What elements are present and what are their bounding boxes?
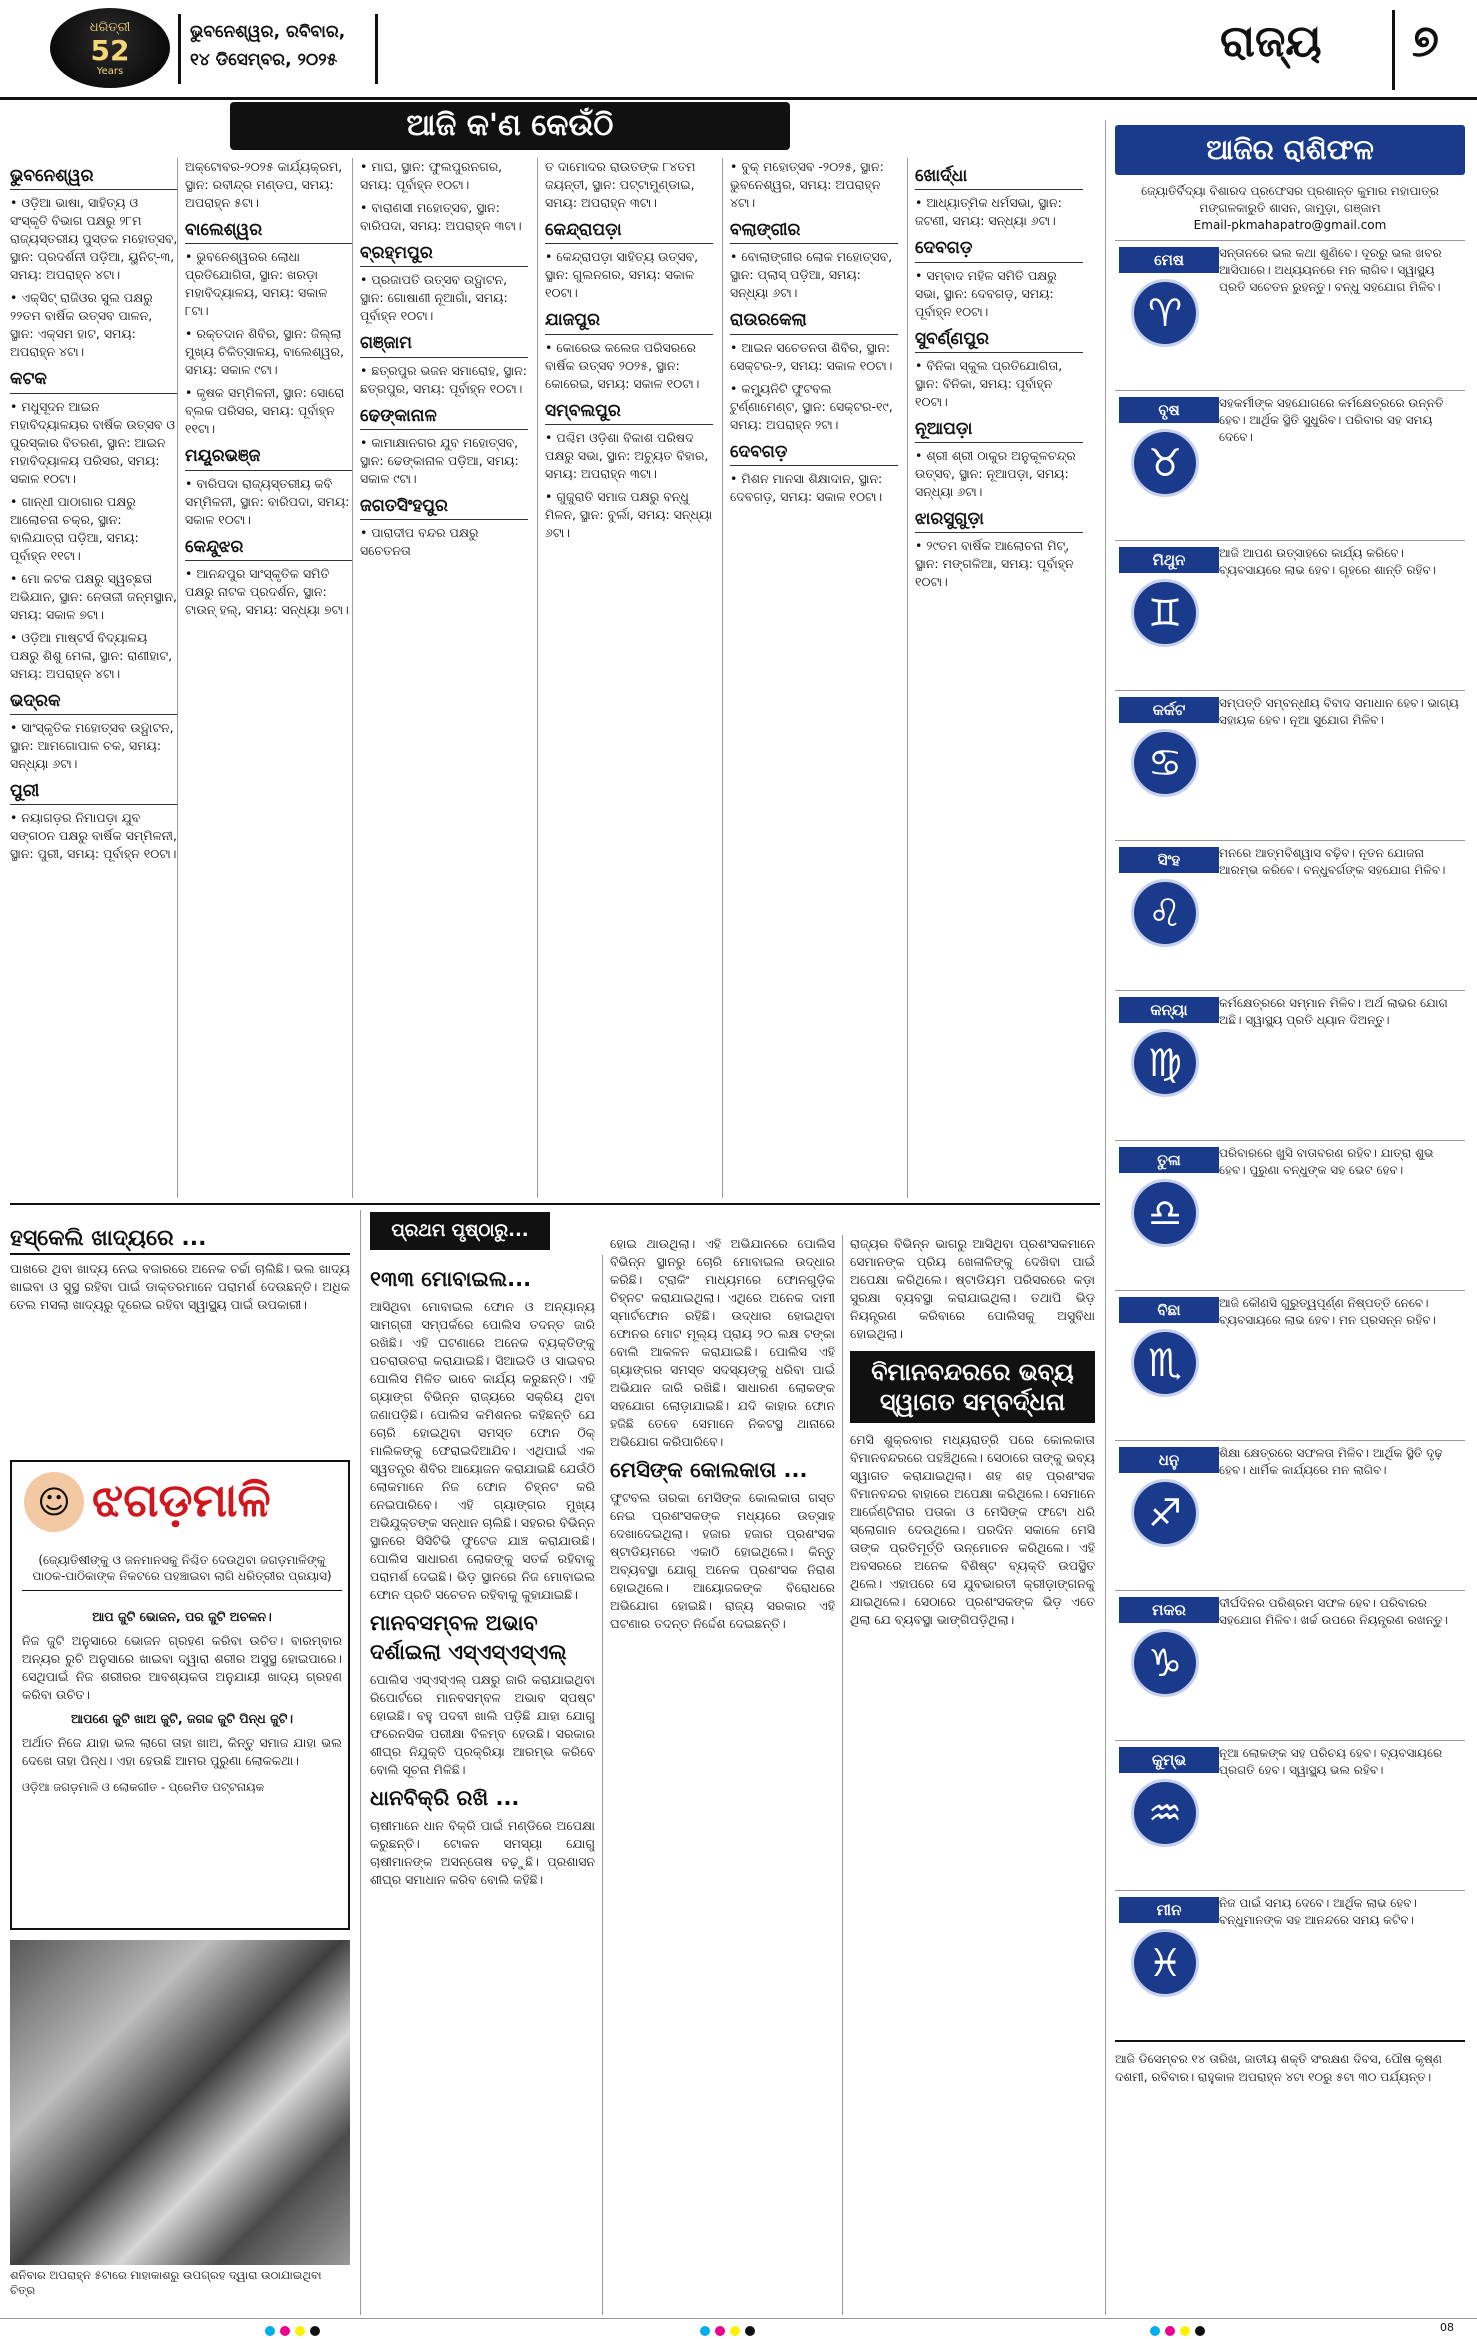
print-registration-bar <box>0 2318 1477 2339</box>
hasya-text: ପାଖରେ ଥିବା ଖାଦ୍ୟ ନେଇ ବଜାରରେ ଅନେକ ଚର୍ଚ୍ଚା ଚାଲିଛି। ଭଲ ଖାଦ୍ୟ ଖାଇବା ଓ ସୁସ୍ଥ ରହିବା ପାଇଁ ଡାକ୍ତରମାନେ ପରାମର୍ଶ ଦେଉଛନ୍ତି। ଅଧିକ ତେଲ ମସଲା ଖାଦ୍ୟରୁ ଦୂରେଇ ରହିବା ସ୍ୱାସ୍ଥ୍ୟ ପାଇଁ ଉପକାରୀ। <box>10 1261 350 1312</box>
event-item: • ୨୯ତମ ବାର୍ଷିକ ଆଲୋଚନା ମିଟ୍, ସ୍ଥାନ: ମଙ୍ଗଳିଆ, ସମୟ: ପୂର୍ବାହ୍ନ ୧୦ଟା। <box>915 538 1074 590</box>
zodiac-sign-forecast: ନୂଆ ଲୋକଙ୍କ ସହ ପରିଚୟ ହେବ। ବ୍ୟବସାୟରେ ପ୍ରଗତି ହେବ। ସ୍ୱାସ୍ଥ୍ୟ ଭଲ ରହିବ। <box>1219 1746 1443 1777</box>
pisces-icon: ♓ <box>1131 1929 1199 1997</box>
column-rule <box>537 158 538 1198</box>
zodiac-sign-0 <box>1115 240 1465 391</box>
column-rule <box>1105 120 1106 2315</box>
event-city-heading: ବ୍ରହ୍ମପୁର <box>360 243 528 267</box>
zodiac-sign-name: କର୍କଟ <box>1119 697 1219 723</box>
yellow-swatch <box>730 2326 740 2336</box>
capricorn-icon: ♑ <box>1131 1629 1199 1697</box>
event-item: • ଗୁଜୁରାତି ସମାଜ ପକ୍ଷରୁ ବନ୍ଧୁ ମିଳନ, ସ୍ଥାନ: ବୁର୍ଲା, ସମୟ: ସନ୍ଧ୍ୟା ୬ଟା। <box>545 488 713 540</box>
gemini-icon: ♊ <box>1131 579 1199 647</box>
masthead-divider <box>375 14 378 84</box>
event-item: • ଛତ୍ରପୁର ଭଜନ ସମାରୋହ, ସ୍ଥାନ: ଛତ୍ରପୁର, ସମୟ: ପୂର୍ବାହ୍ନ ୧୦ଟା। <box>360 362 527 396</box>
story-4-continued: ରାଜ୍ୟର ବିଭିନ୍ନ ଭାଗରୁ ଆସିଥିବା ପ୍ରଶଂସକମାନେ ସେମାନଙ୍କ ପ୍ରିୟ ଖେଳାଳିଙ୍କୁ ଦେଖିବା ପାଇଁ ଅପେକ୍ଷା କରିଥିଲେ। ଷ୍ଟାଡିୟମ ପରିସରରେ କଡ଼ା ସୁରକ୍ଷା ବ୍ୟବସ୍ଥା କରାଯାଇଥିଲା। ତଥାପି ଭିଡ଼ ନିୟନ୍ତ୍ରଣ କରିବାରେ ପୋଲିସକୁ ଅସୁବିଧା ହୋଇଥିଲା। <box>850 1236 1095 1341</box>
event-item: • ଓଡ଼ିଆ ମାଷ୍ଟର୍ସ ବିଦ୍ୟାଳୟ ପକ୍ଷରୁ ଶିଶୁ ମେଳା, ସ୍ଥାନ: ରାଣୀହାଟ, ସମୟ: ଅପରାହ୍ନ ୪ଟା। <box>10 629 173 681</box>
column-rule <box>842 1235 843 2315</box>
event-item: • ପଶ୍ଚିମ ଓଡ଼ିଶା ବିକାଶ ପରିଷଦ ପକ୍ଷରୁ ସଭା, ସ୍ଥାନ: ଅଚ୍ୟୁତ ବିହାର, ସମୟ: ଅପରାହ୍ନ ୩ଟା। <box>545 429 709 481</box>
newspaper-logo <box>50 8 170 88</box>
zodiac-sign-1 <box>1115 390 1465 541</box>
event-item: • କମ୍ୟୁନିଟି ଫୁଟବଲ ଟୁର୍ଣ୍ଣାମେଣ୍ଟ, ସ୍ଥାନ: ସେକ୍ଟର-୧୯, ସମୟ: ଅପରାହ୍ନ ୨ଟା। <box>730 380 893 432</box>
column-rule <box>360 1210 361 2315</box>
libra-icon: ♎ <box>1131 1179 1199 1247</box>
logo-name: ଧରିତ୍ରୀ <box>89 20 131 35</box>
jhagada-mali-box <box>10 1460 350 1930</box>
column-rule <box>352 158 353 1198</box>
zodiac-sign-forecast: ସମ୍ପତ୍ତି ସମ୍ବନ୍ଧୀୟ ବିବାଦ ସମାଧାନ ହେବ। ଭାଗ୍ୟ ସହାୟକ ହେବ। ନୂଆ ସୁଯୋଗ ମିଳିବ। <box>1219 696 1459 727</box>
zodiac-sign-name: ସିଂହ <box>1119 847 1219 873</box>
hasya-heading: ହସ୍କେଲି ଖାଦ୍ୟରେ ... <box>10 1225 350 1255</box>
aquarius-icon: ♒ <box>1131 1779 1199 1847</box>
event-item: • ଗାନ୍ଧୀ ପାଠାଗାର ପକ୍ଷରୁ ଆଲୋଚନା ଚକ୍ର, ସ୍ଥାନ: ବାଲିଯାତ୍ରା ପଡ଼ିଆ, ସମୟ: ପୂର୍ବାହ୍ନ ୧୧ଟା। <box>10 493 139 563</box>
zodiac-sign-forecast: ଆଜି କୌଣସି ଗୁରୁତ୍ୱପୂର୍ଣ୍ଣ ନିଷ୍ପତ୍ତି ନେବେ। ବ୍ୟବସାୟରେ ଲାଭ ହେବ। ମନ ପ୍ରସନ୍ନ ରହିବ। <box>1219 1296 1436 1327</box>
cartoon-face-icon: ☺ <box>24 1472 84 1532</box>
yellow-swatch <box>295 2326 305 2336</box>
jhagada-credit: ଓଡ଼ିଆ ଜଗଡ଼ମାଳି ଓ ଲୋକଗୀତ - ପ୍ରେମିତ ପଟ୍ଟନାୟକ <box>22 1780 265 1794</box>
page-number: ୭ <box>1412 16 1439 67</box>
date-line-2: ୧୪ ଡିସେମ୍ବର, ୨୦୨୫ <box>190 50 338 70</box>
column-rule <box>177 158 178 1198</box>
event-item: • ପ୍ରଜାପତି ଉତ୍ସବ ଉଦ୍ଘାଟନ, ସ୍ଥାନ: ଗୋଷାଣୀ ନୂଆଗାଁ, ସମୟ: ପୂର୍ବାହ୍ନ ୧୦ଟା। <box>360 272 508 324</box>
event-city-heading: ଯାଜପୁର <box>545 310 713 334</box>
zodiac-sign-forecast: ଦୀର୍ଘଦିନର ପରିଶ୍ରମ ସଫଳ ହେବ। ପରିବାରର ସହଯୋଗ ମିଳିବ। ଖର୍ଚ୍ଚ ଉପରେ ନିୟନ୍ତ୍ରଣ ରଖନ୍ତୁ। <box>1219 1596 1448 1627</box>
aries-icon: ♈ <box>1131 279 1199 347</box>
events-column <box>730 158 898 1198</box>
story-1-headline: ୧୩୩ ମୋବାଇଲ... <box>370 1267 532 1291</box>
event-city-heading: ଦେବଗଡ଼ <box>915 238 1083 262</box>
story-4-headline: ମେସିଙ୍କ କୋଲକାତା ... <box>610 1458 808 1482</box>
event-city-heading: ଜଗତସିଂହପୁର <box>360 496 528 520</box>
event-item: • ବୁକ୍ ମହୋତ୍ସବ -୨୦୨୫, ସ୍ଥାନ: ଭୁବନେଶ୍ୱର, ସମୟ: ଅପରାହ୍ନ ୪ଟା। <box>730 159 884 210</box>
zodiac-sign-forecast: ଆଜି ଆପଣ ଉତ୍ସାହରେ କାର୍ଯ୍ୟ କରିବେ। ବ୍ୟବସାୟରେ ଲାଭ ହେବ। ଗୃହରେ ଶାନ୍ତି ରହିବ। <box>1219 546 1437 577</box>
zodiac-sign-forecast: ସନ୍ତାନରେ ଭଲ କଥା ଶୁଣିବେ। ଦୂରରୁ ଭଲ ଖବର ଆସିପାରେ। ଅଧ୍ୟୟନରେ ମନ ଲାଗିବ। ସ୍ୱାସ୍ଥ୍ୟ ପ୍ରତି ସଚେତନ ରୁହନ୍ତୁ। ବନ୍ଧୁ ସହଯୋଗ ମିଳିବ। <box>1219 246 1442 294</box>
event-city-heading: ଭୁବନେଶ୍ୱର <box>10 166 178 190</box>
event-item: • ମୋ କଟକ ପକ୍ଷରୁ ସ୍ୱଚ୍ଛତା ଅଭିଯାନ, ସ୍ଥାନ: ନେତାଜୀ ଜନ୍ମସ୍ଥାନ, ସମୟ: ସକାଳ ୭ଟା। <box>10 570 177 622</box>
zodiac-sign-name: ବୃଷ <box>1119 397 1219 423</box>
event-city-heading: ଢେଙ୍କାନାଳ <box>360 406 528 430</box>
masthead-divider <box>178 14 181 84</box>
front-page-continuation-label: ପ୍ରଥମ ପୃଷ୍ଠାରୁ... <box>370 1212 550 1250</box>
airport-welcome-body: ମେସି ଶୁକ୍ରବାର ମଧ୍ୟରାତ୍ରି ପରେ କୋଲକାତା ବିମାନବନ୍ଦରରେ ପହଞ୍ଚିଥିଲେ। ସେଠାରେ ତାଙ୍କୁ ଭବ୍ୟ ସ୍ୱାଗତ କରାଯାଇଥିଲା। ଶହ ଶହ ପ୍ରଶଂସକ ବିମାନବନ୍ଦର ବାହାରେ ଅପେକ୍ଷା କରିଥିଲେ। ସେମାନେ ଆର୍ଜେଣ୍ଟିନାର ପତାକା ଓ ମେସିଙ୍କ ଫଟୋ ଧରି ସ୍ଲୋଗାନ ଦେଉଥିଲେ। ପରଦିନ ସକାଳେ ମେସି ତାଙ୍କ ପ୍ରତିମୂର୍ତ୍ତି ଉନ୍ମୋଚନ କରିଥିଲେ। ଏହି ଅବସରରେ ଅନେକ ବିଶିଷ୍ଟ ବ୍ୟକ୍ତି ଉପସ୍ଥିତ ଥିଲେ। ଏହାପରେ ସେ ଯୁବଭାରତୀ କ୍ରୀଡ଼ାଙ୍ଗନକୁ ଯାଇଥିଲେ। ସେଠାରେ ପ୍ରଶଂସକଙ୍କ ଭିଡ଼ ଏତେ ଥିଲା ଯେ ବ୍ୟବସ୍ଥା ଭାଙ୍ଗିପଡ଼ିଥିଲା। <box>850 1432 1095 1627</box>
event-item: ତ ଦାମୋଦର ରାଉତଙ୍କ ୮୪ତମ ଜୟନ୍ତୀ, ସ୍ଥାନ: ପଟ୍ଟାମୁଣ୍ଡାଇ, ସମୟ: ଅପରାହ୍ନ ୩ଟା। <box>545 159 696 210</box>
event-item: • ସମ୍ବାଦ ମହିଳ ସମିତି ପକ୍ଷରୁ ସଭା, ସ୍ଥାନ: ଦେବଗଡ଼, ସମୟ: ପୂର୍ବାହ୍ନ ୧୦ଟା। <box>915 267 1057 319</box>
zodiac-sign-10 <box>1115 1740 1465 1891</box>
event-item: • ଆଇନ ସଚେତନତା ଶିବିର, ସ୍ଥାନ: ସେକ୍ଟର-୨, ସମୟ: ସକାଳ ୧୦ଟା। <box>730 339 893 373</box>
event-city-heading: କେନ୍ଦ୍ରାପଡ଼ା <box>545 220 713 244</box>
front-column-2 <box>610 1235 835 2315</box>
astrologer-credit <box>1115 183 1465 234</box>
page-code: 08 <box>1440 2321 1454 2334</box>
event-item: • କେନ୍ଦ୍ରାପଡ଼ା ସାହିତ୍ୟ ଉତ୍ସବ, ସ୍ଥାନ: ଗୁଲନଗର, ସମୟ: ସକାଳ ୧୦ଟା। <box>545 249 699 301</box>
zodiac-sign-5 <box>1115 990 1465 1141</box>
event-city-heading: ଝାରସୁଗୁଡ଼ା <box>915 509 1083 533</box>
black-swatch <box>745 2326 755 2336</box>
event-item: • ବୋଲାଙ୍ଗୀର ଲୋକ ମହୋତ୍ସବ, ସ୍ଥାନ: ପ୍ଲାସ୍ ପଡ଼ିଆ, ସମୟ: ସନ୍ଧ୍ୟା ୬ଟା। <box>730 249 893 301</box>
logo-years: 52 <box>90 34 130 68</box>
events-column <box>10 158 178 1198</box>
event-city-heading: ପୁରୀ <box>10 781 178 805</box>
event-city-heading: ଦେବଗଡ଼ <box>730 442 898 466</box>
cyan-swatch <box>1150 2326 1160 2336</box>
virgo-icon: ♍ <box>1131 1029 1199 1097</box>
zodiac-sign-forecast: ନିଜ ପାଇଁ ସମୟ ଦେବେ। ଆର୍ଥିକ ଲାଭ ହେବ। ବନ୍ଧୁମାନଙ୍କ ସହ ଆନନ୍ଦରେ ସମୟ କଟିବ। <box>1219 1896 1417 1927</box>
cyan-swatch <box>265 2326 275 2336</box>
zodiac-sign-forecast: ଶିକ୍ଷା କ୍ଷେତ୍ରରେ ସଫଳତା ମିଳିବ। ଆର୍ଥିକ ସ୍ଥିତି ଦୃଢ଼ ହେବ। ଧାର୍ମିକ କାର୍ଯ୍ୟରେ ମନ ଲାଗିବ। <box>1219 1446 1443 1477</box>
logo-years-label: Years <box>96 66 124 78</box>
front-column-1 <box>370 1260 595 2315</box>
front-column-3 <box>850 1235 1095 2315</box>
event-item: • କାମାକ୍ଷାନଗର ଯୁବ ମହୋତ୍ସବ, ସ୍ଥାନ: ଢେଙ୍କାନାଳ ପଡ଼ିଆ, ସମୟ: ସକାଳ ୯ଟା। <box>360 434 519 486</box>
event-item: • ଓଡ଼ିଆ ଭାଷା, ସାହିତ୍ୟ ଓ ସଂସ୍କୃତି ବିଭାଗ ପକ୍ଷରୁ ୨୮ମ ରାଜ୍ୟସ୍ତରୀୟ ପୁସ୍ତକ ମହୋତ୍ସବ, ସ୍ଥାନ: ପ୍ରଦର୍ଶନୀ ପଡ଼ିଆ, ୟୁନିଟ୍-୩, ସମୟ: ଅପରାହ୍ନ ୪ଟା। <box>10 195 178 283</box>
event-item: • ଆନନ୍ଦପୁର ସାଂସ୍କୃତିକ ସମିତି ପକ୍ଷରୁ ନାଟକ ପ୍ରଦର୍ଶନ, ସ୍ଥାନ: ଟାଉନ୍ ହଲ୍, ସମୟ: ସନ୍ଧ୍ୟା ୭ଟା। <box>185 565 349 617</box>
story-2-headline-2: ଦର୍ଶାଇଲା ଏସ୍ଏସ୍ଏସ୍ଏଲ୍ <box>370 1639 567 1664</box>
event-city-heading: ରାଉରକେଲା <box>730 310 898 334</box>
story-1-body: ଆସିଥିବା ମୋବାଇଲ ଫୋନ ଓ ଅନ୍ୟାନ୍ୟ ସାମଗ୍ରୀ ସମ୍ପର୍କରେ ପୋଲିସ ତଦନ୍ତ ଜାରି ରଖିଛି। ଏହି ଘଟଣାରେ ଅନେକ ବ୍ୟକ୍ତିଙ୍କୁ ପଚରାଉଚରା କରାଯାଇଛି। ସିଆଇଡି ଓ ସାଇବର ପୋଲିସ ମିଳିତ ଭାବେ କାର୍ଯ୍ୟ କରୁଛନ୍ତି। ଏହି ଗ୍ୟାଙ୍ଗ ବିଭିନ୍ନ ରାଜ୍ୟରେ ସକ୍ରିୟ ଥିବା ଜଣାପଡ଼ିଛି। ପୋଲିସ କମିଶନର କହିଛନ୍ତି ଯେ ଚୋରି ହୋଇଥିବା ସମସ୍ତ ଫୋନ ଠିକ୍ ମାଲିକଙ୍କୁ ଫେରାଇଦିଆଯିବ। ଏଥିପାଇଁ ଏକ ସ୍ୱତନ୍ତ୍ର ଶିବିର ଆୟୋଜନ କରାଯାଇଛି ଯେଉଁଠି ଲୋକମାନେ ନିଜ ଫୋନ ଚିହ୍ନଟ କରି ନେଇପାରିବେ। ଏହି ଗ୍ୟାଙ୍ଗର ମୁଖ୍ୟ ଅଭିଯୁକ୍ତଙ୍କ ସନ୍ଧାନ ଚାଲିଛି। ସହରର ବିଭିନ୍ନ ସ୍ଥାନରେ ସିସିଟିଭି ଫୁଟେଜ ଯାଞ୍ଚ କରାଯାଉଛି। ପୋଲିସ ସାଧାରଣ ଲୋକଙ୍କୁ ସତର୍କ ରହିବାକୁ ପରାମର୍ଶ ଦେଇଛି। ଭିଡ଼ ସ୍ଥାନରେ ନିଜ ମୋବାଇଲ ଫୋନ ପ୍ରତି ସଚେତନ ରହିବାକୁ କୁହାଯାଇଛି। <box>370 1299 595 1603</box>
column-rule <box>602 1255 603 2315</box>
event-item: • ମଧୁସୂଦନ ଆଇନ ମହାବିଦ୍ୟାଳୟର ବାର୍ଷିକ ଉତ୍ସବ ଓ ପୁରସ୍କାର ବିତରଣ, ସ୍ଥାନ: ଆଇନ ମହାବିଦ୍ୟାଳୟ ପରିସର, ସମୟ: ସକାଳ ୧୦ଟା। <box>10 398 175 486</box>
event-item: • କୃଷକ ସମ୍ମିଳନୀ, ସ୍ଥାନ: ସୋରୋ ବ୍ଲକ ପରିସର, ସମୟ: ପୂର୍ବାହ୍ନ ୧୧ଟା। <box>185 385 345 437</box>
zodiac-sign-7 <box>1115 1290 1465 1441</box>
event-item: • କୋରେଇ କଲେଜ ପରିସରରେ ବାର୍ଷିକ ଉତ୍ସବ ୨୦୨୫, ସ୍ଥାନ: କୋରେଇ, ସମୟ: ସକାଳ ୧୦ଟା। <box>545 339 700 391</box>
event-item: • ସାଂସ୍କୃତିକ ମହୋତ୍ସବ ଉଦ୍ଘାଟନ, ସ୍ଥାନ: ଆମଗୋପାଳ ଚକ, ସମୟ: ସନ୍ଧ୍ୟା ୬ଟା। <box>10 719 174 771</box>
sagittarius-icon: ♐ <box>1131 1479 1199 1547</box>
zodiac-sign-11 <box>1115 1890 1465 2041</box>
event-city-heading: ନୂଆପଡ଼ା <box>915 419 1083 443</box>
event-item: • ମାଘ, ସ୍ଥାନ: ଫୁଲପୁରନଗର, ସମୟ: ପୂର୍ବାହ୍ନ ୧୦ଟା। <box>360 159 503 192</box>
events-column <box>545 158 713 1198</box>
panchanga: ଆଜି ଡିସେମ୍ବର ୧୪ ତାରିଖ, ଜାତୀୟ ଶକ୍ତି ସଂରକ୍ଷଣ ଦିବସ, ପୌଷ କୃଷ୍ଣ ଦଶମୀ, ରବିବାର। ରାହୁକାଳ ଅପରାହ୍ନ ୪ଟା ୧୦ରୁ ୫ଟା ୩୦ ପର୍ଯ୍ୟନ୍ତ। <box>1115 2040 1465 2086</box>
event-city-heading: ଗଞ୍ଜାମ <box>360 333 528 357</box>
event-city-heading: ଭଦ୍ରକ <box>10 691 178 715</box>
section-divider <box>10 1203 1100 1205</box>
event-item: • ବାରିପଦା ରାଜ୍ୟସ୍ତରୀୟ କବି ସମ୍ମିଳନୀ, ସ୍ଥାନ: ବାରିପଦା, ସମୟ: ସକାଳ ୧୦ଟା। <box>185 475 350 527</box>
story-2-body: ପୋଲିସ ଏସ୍ଏସ୍ଏଲ୍ ପକ୍ଷରୁ ଜାରି କରାଯାଇଥିବା ରିପୋର୍ଟରେ ମାନବସମ୍ବଳ ଅଭାବ ସ୍ପଷ୍ଟ ହୋଇଛି। ବହୁ ପଦବୀ ଖାଲି ପଡ଼ିଛି ଯାହା ଯୋଗୁ ଫରେନସିକ ପରୀକ୍ଷା ବିଳମ୍ବ ହେଉଛି। ସରକାର ଶୀଘ୍ର ନିଯୁକ୍ତି ପ୍ରକ୍ରିୟା ଆରମ୍ଭ କରିବେ ବୋଲି ସୂଚନା ମିଳିଛି। <box>370 1671 595 1777</box>
zodiac-sign-3 <box>1115 690 1465 841</box>
event-item: • ଏକ୍ସିଟ୍ ରାଜିଓର ସୁଲ ପକ୍ଷରୁ ୨୨ତମ ବାର୍ଷିକ ଉତ୍ସବ ପାଳନ, ସ୍ଥାନ: ଏକ୍ସମ ହାଟ, ସମୟ: ଅପରାହ୍ନ ୪ଟା। <box>10 290 153 360</box>
zodiac-sign-name: କୁମ୍ଭ <box>1119 1747 1219 1773</box>
jhagada-mali-body <box>22 1602 342 1796</box>
column-rule <box>907 158 908 1198</box>
zodiac-sign-8 <box>1115 1440 1465 1591</box>
event-item: • ଆଧ୍ୟାତ୍ମିକ ଧର୍ମସଭା, ସ୍ଥାନ: ଜଟଣୀ, ସମୟ: ସନ୍ଧ୍ୟା ୬ଟା। <box>915 195 1062 229</box>
event-city-heading: ସୁବର୍ଣ୍ଣପୁର <box>915 329 1083 353</box>
event-item: ଅକ୍ଟୋବର-୨୦୨୫ କାର୍ଯ୍ୟକ୍ରମ, ସ୍ଥାନ: ରବୀନ୍ଦ୍ର ମଣ୍ଡପ, ସମୟ: ଅପରାହ୍ନ ୫ଟା। <box>185 159 343 210</box>
leo-icon: ♌ <box>1131 879 1199 947</box>
event-city-heading: ସମ୍ବଲପୁର <box>545 401 713 425</box>
astrologer-email: Email-pkmahapatro@gmail.com <box>1193 218 1387 232</box>
rasifala-panel <box>1115 125 1465 2315</box>
black-swatch <box>1195 2326 1205 2336</box>
event-city-heading: ବାଲେଶ୍ୱର <box>185 220 353 244</box>
story-2-headline: ମାନବସମ୍ବଳ ଅଭାବ <box>370 1611 538 1636</box>
events-column <box>185 158 353 1198</box>
jhagada-mali-title: ଝଗଡ଼ମାଳି <box>92 1473 271 1527</box>
proverb-2-explanation: ଅର୍ଥାତ ନିଜେ ଯାହା ଭଲ ଲାଗେ ତାହା ଖାଅ, କିନ୍ତୁ ସମାଜ ଯାହା ଭଲ ଦେଖେ ତାହା ପିନ୍ଧ। ଏହା ହେଉଛି ଆମର ପୁରୁଣା ଲୋକକଥା। <box>22 1735 342 1768</box>
events-banner: ଆଜି କ'ଣ କେଉଁଠି <box>230 102 790 150</box>
zodiac-sign-name: ମିଥୁନ <box>1119 547 1219 573</box>
event-item: • ବାରାଣସୀ ମହୋତ୍ସବ, ସ୍ଥାନ: ବାରିପଦା, ସମୟ: ଅପରାହ୍ନ ୩ଟା। <box>360 200 522 233</box>
zodiac-sign-forecast: ମନରେ ଆତ୍ମବିଶ୍ୱାସ ବଢ଼ିବ। ନୂତନ ଯୋଜନା ଆରମ୍ଭ କରିବେ। ବନ୍ଧୁବର୍ଗଙ୍କ ସହଯୋଗ ମିଳିବ। <box>1219 846 1446 877</box>
story-3-headline: ଧାନବିକ୍ରି ରଖି ... <box>370 1785 520 1810</box>
astrologer-address: ମଙ୍ଗଳକାରୁତି ଶାସନ, ଜାମୁଡ଼ା, ଗଞ୍ଜାମ <box>1199 201 1381 215</box>
events-column <box>360 158 528 1198</box>
cyan-swatch <box>700 2326 710 2336</box>
zodiac-sign-9 <box>1115 1590 1465 1741</box>
magenta-swatch <box>280 2326 290 2336</box>
zodiac-sign-name: ମେଷ <box>1119 247 1219 273</box>
astrologer-name: ଜ୍ୟୋତିର୍ବିଦ୍ୟା ବିଶାରଦ ପ୍ରଫେସର ପ୍ରଶାନ୍ତ କୁମାର ମହାପାତ୍ର <box>1141 184 1439 198</box>
column-rule <box>722 158 723 1198</box>
events-column <box>915 158 1083 1198</box>
event-item: • ଶ୍ରୀ ଶ୍ରୀ ଠାକୁର ଅନୁକୂଳଚନ୍ଦ୍ର ଉତ୍ସବ, ସ୍ଥାନ: ନୂଆପଡ଼ା, ସମୟ: ସନ୍ଧ୍ୟା ୬ଟା। <box>915 448 1076 499</box>
event-city-heading: ମୟୂରଭଞ୍ଜ <box>185 446 353 470</box>
yellow-swatch <box>1180 2326 1190 2336</box>
event-item: • ମିଶନ ମାନସା ଶିକ୍ଷାଦାନ, ସ୍ଥାନ: ଦେବଗଡ଼, ସମୟ: ସକାଳ ୧୦ଟା। <box>730 470 883 504</box>
story-1-continued: ହୋଇ ଥାଉଥିଲା। ଏହି ଅଭିଯାନରେ ପୋଲିସ ବିଭିନ୍ନ ସ୍ଥାନରୁ ଚୋରି ମୋବାଇଲ ଉଦ୍ଧାର କରିଛି। ଟ୍ରାକିଂ ମାଧ୍ୟମରେ ଫୋନଗୁଡ଼ିକ ଚିହ୍ନଟ କରାଯାଇଥିଲା। ଏଥିରେ ଅନେକ ଦାମୀ ସ୍ମାର୍ଟଫୋନ ରହିଛି। ଉଦ୍ଧାର ହୋଇଥିବା ଫୋନର ମୋଟ ମୂଲ୍ୟ ପ୍ରାୟ ୨୦ ଲକ୍ଷ ଟଙ୍କା ବୋଲି ଆକଳନ କରାଯାଇଛି। ପୋଲିସ ଏହି ଗ୍ୟାଙ୍ଗର ସମସ୍ତ ସଦସ୍ୟଙ୍କୁ ଧରିବା ପାଇଁ ଅଭିଯାନ ଜାରି ରଖିଛି। ସାଧାରଣ ଲୋକଙ୍କ ସହଯୋଗ ଲୋଡ଼ାଯାଇଛି। ଯଦି କାହାର ଫୋନ ହଜିଛି ତେବେ ସେମାନେ ନିକଟସ୍ଥ ଥାନାରେ ଅଭିଯୋଗ କରିପାରିବେ। <box>610 1236 835 1449</box>
section-title: ରାଜ୍ୟ <box>1220 16 1322 67</box>
story-3-body: ଚାଷୀମାନେ ଧାନ ବିକ୍ରି ପାଇଁ ମଣ୍ଡିରେ ଅପେକ୍ଷା କରୁଛନ୍ତି। ଟୋକନ ସମସ୍ୟା ଯୋଗୁ ଚାଷୀମାନଙ୍କ ଅସନ୍ତୋଷ ବଢ଼ୁଛି। ପ୍ରଶାସନ ଶୀଘ୍ର ସମାଧାନ କରିବ ବୋଲି କହିଛି। <box>370 1818 595 1887</box>
event-item: • ବିନିକା ସ୍କୁଲ ପ୍ରତିଯୋଗିତା, ସ୍ଥାନ: ବିନିକା, ସମୟ: ପୂର୍ବାହ୍ନ ୧୦ଟା। <box>915 357 1063 409</box>
airport-welcome-banner: ବିମାନବନ୍ଦରରେ ଭବ୍ୟ ସ୍ୱାଗତ ସମ୍ବର୍ଦ୍ଧନା <box>850 1351 1095 1423</box>
magenta-swatch <box>715 2326 725 2336</box>
zodiac-sign-forecast: କର୍ମକ୍ଷେତ୍ରରେ ସମ୍ମାନ ମିଳିବ। ଅର୍ଥ ଲାଭର ଯୋଗ ଅଛି। ସ୍ୱାସ୍ଥ୍ୟ ପ୍ରତି ଧ୍ୟାନ ଦିଅନ୍ତୁ। <box>1219 996 1448 1027</box>
rasifala-title: ଆଜିର ରାଶିଫଳ <box>1115 125 1465 175</box>
zodiac-sign-4 <box>1115 840 1465 991</box>
masthead-divider <box>1392 10 1395 90</box>
event-city-heading: ବଲାଙ୍ଗୀର <box>730 220 898 244</box>
zodiac-sign-name: ତୁଳା <box>1119 1147 1219 1173</box>
event-city-heading: ଖୋର୍ଦ୍ଧା <box>915 166 1083 190</box>
zodiac-sign-name: ବିଛା <box>1119 1297 1219 1323</box>
magenta-swatch <box>1165 2326 1175 2336</box>
event-city-heading: କଟକ <box>10 369 178 393</box>
proverb-1: ଆପ ଜୁଟି ଭୋଜନ, ପର ଜୁଟି ଅଚଳନ। <box>92 1609 272 1624</box>
black-swatch <box>310 2326 320 2336</box>
zodiac-sign-name: ଧନୁ <box>1119 1447 1219 1473</box>
story-4-body: ଫୁଟବଲ ତାରକା ମେସିଙ୍କ କୋଲକାତା ଗସ୍ତ ନେଇ ପ୍ରଶଂସକଙ୍କ ମଧ୍ୟରେ ଉତ୍ସାହ ଦେଖାଦେଇଥିଲା। ହଜାର ହଜାର ପ୍ରଶଂସକ ଷ୍ଟାଡିୟମରେ ଏକାଠି ହୋଇଥିଲେ। କିନ୍ତୁ ଅବ୍ୟବସ୍ଥା ଯୋଗୁ ଅନେକ ପ୍ରଶଂସକ ନିରାଶ ହୋଇଥିଲେ। ଆୟୋଜକଙ୍କ ବିରୋଧରେ ଅଭିଯୋଗ ହୋଇଛି। ରାଜ୍ୟ ସରକାର ଏହି ଘଟଣାର ତଦନ୍ତ ନିର୍ଦ୍ଦେଶ ଦେଇଛନ୍ତି। <box>610 1490 835 1632</box>
zodiac-sign-forecast: ସହକର୍ମୀଙ୍କ ସହଯୋଗରେ କର୍ମକ୍ଷେତ୍ରରେ ଉନ୍ନତି ହେବ। ଆର୍ଥିକ ସ୍ଥିତି ସୁଧୁରିବ। ପରିବାର ସହ ସମୟ ଦେବେ। <box>1219 396 1444 444</box>
proverb-1-explanation: ନିଜ ଜୁଟି ଅନୁସାରେ ଭୋଜନ ଗ୍ରହଣ କରିବା ଉଚିତ। ବାରମ୍ବାର ଅନ୍ୟର ରୁଚି ଅନୁସାରେ ଖାଇବା ଦ୍ୱାରା ଶରୀର ଅସୁସ୍ଥ ହୋଇପାରେ। ସେଥିପାଇଁ ନିଜ ଶରୀରର ଆବଶ୍ୟକତା ଅନୁଯାୟୀ ଖାଦ୍ୟ ଗ୍ରହଣ କରିବା ଉଚିତ। <box>22 1633 342 1702</box>
zodiac-sign-6 <box>1115 1140 1465 1291</box>
event-item: • ଭୁବନେଶ୍ୱରର ଲୋଧା ପ୍ରତିଯୋଗିତା, ସ୍ଥାନ: ଖରଡ଼ା ମହାବିଦ୍ୟାଳୟ, ସମୟ: ସକାଳ ୮ଟା। <box>185 249 328 319</box>
zodiac-sign-name: କନ୍ୟା <box>1119 997 1219 1023</box>
scorpio-icon: ♏ <box>1131 1329 1199 1397</box>
satellite-weather-image <box>10 1940 350 2265</box>
proverb-2: ଆପଣେ ଜୁଟି ଖାଅ ଜୁଟି, ଜଗଦ୍ଦ ଜୁଟି ପିନ୍ଧ ଜୁଟି। <box>70 1711 294 1726</box>
masthead <box>0 0 1477 100</box>
date-line-1: ଭୁବନେଶ୍ୱର, ରବିବାର, <box>190 22 346 42</box>
taurus-icon: ♉ <box>1131 429 1199 497</box>
event-item: • ରକ୍ତଦାନ ଶିବିର, ସ୍ଥାନ: ଜିଲ୍ଲା ମୁଖ୍ୟ ଚିକିତ୍ସାଳୟ, ବାଲେଶ୍ୱର, ସମୟ: ସକାଳ ୯ଟା। <box>185 326 345 378</box>
event-item: • ନୟାଗଡ଼ର ନିମାପଡ଼ା ଯୁବ ସଙ୍ଗଠନ ପକ୍ଷରୁ ବାର୍ଷିକ ସମ୍ମିଳନୀ, ସ୍ଥାନ: ପୁରୀ, ସମୟ: ପୂର୍ବାହ୍ନ ୧୦ଟା। <box>10 810 177 861</box>
zodiac-sign-name: ମୀନ <box>1119 1897 1219 1923</box>
weather-caption: ଶନିବାର ଅପରାହ୍ନ ୫ଟାରେ ମାହାକାଶରୁ ଉପଗ୍ରହ ଦ୍ୱାରା ଉଠାଯାଇଥିବା ଚିତ୍ର <box>10 2268 322 2297</box>
zodiac-sign-2 <box>1115 540 1465 691</box>
event-city-heading: କେନ୍ଦୁଝର <box>185 537 353 561</box>
event-item: • ପାରାଦୀପ ବନ୍ଦର ପକ୍ଷରୁ ସଚେତନତା <box>360 525 479 558</box>
jhagada-mali-subtitle: (ଜ୍ୟୋତିଷୀଙ୍କୁ ଓ ଜନମାନସକୁ ନିଶ୍ଚିତ ଦେଉଥିବା ଜଗଡ଼ମାଳିଙ୍କୁ ପାଠକ-ପାଠିକାଙ୍କ ନିକଟରେ ପହଞ୍ଚାଇବା ଲାଗି ଧରିତ୍ରୀର ପ୍ରୟାସ) <box>22 1552 342 1591</box>
cancer-icon: ♋ <box>1131 729 1199 797</box>
zodiac-sign-forecast: ପରିବାରରେ ଖୁସି ବାତାବରଣ ରହିବ। ଯାତ୍ରା ଶୁଭ ହେବ। ପୁରୁଣା ବନ୍ଧୁଙ୍କ ସହ ଭେଟ ହେବ। <box>1219 1146 1434 1177</box>
zodiac-sign-name: ମକର <box>1119 1597 1219 1623</box>
